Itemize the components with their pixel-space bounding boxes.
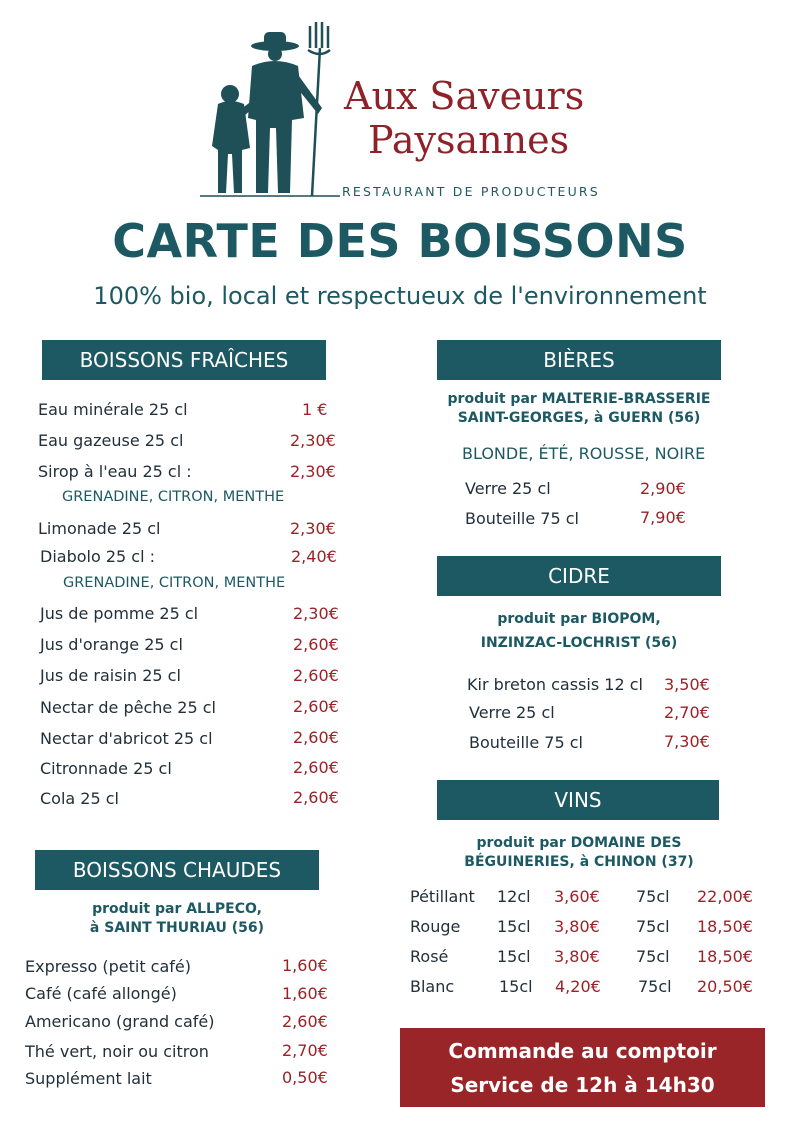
menu-item-price: 7,90€ — [640, 508, 686, 527]
menu-item-name: Jus de pomme 25 cl — [40, 604, 199, 623]
section-heading-fraiches: BOISSONS FRAÎCHES — [42, 340, 326, 380]
menu-item-price: 1,60€ — [282, 956, 328, 975]
menu-item-name: Kir breton cassis 12 cl — [467, 675, 643, 694]
wine-size-bottle: 75cl — [636, 947, 670, 966]
menu-item-name: Verre 25 cl — [469, 703, 555, 722]
wine-size-glass: 15cl — [499, 977, 533, 996]
wine-price-glass: 3,60€ — [554, 887, 600, 906]
section-heading-chaudes: BOISSONS CHAUDES — [35, 850, 319, 890]
producer-line: SAINT-GEORGES, à GUERN (56) — [457, 410, 701, 426]
menu-item-name: Nectar d'abricot 25 cl — [40, 729, 213, 748]
wine-price-glass: 3,80€ — [554, 947, 600, 966]
wine-price-glass: 3,80€ — [554, 917, 600, 936]
menu-item-price: 7,30€ — [664, 732, 710, 751]
menu-item-name: Expresso (petit café) — [25, 957, 191, 976]
producer-line: produit par ALLPECO, — [92, 901, 262, 917]
flavor-note: GRENADINE, CITRON, MENTHE — [62, 489, 285, 505]
menu-item-name: Americano (grand café) — [25, 1012, 215, 1031]
producer-note — [420, 834, 738, 872]
brand-line2: Paysannes — [368, 118, 570, 162]
menu-item-price: 1 € — [302, 400, 328, 419]
producer-line: INZINZAC-LOCHRIST (56) — [480, 635, 678, 651]
section-heading-cidre: CIDRE — [437, 556, 721, 596]
wine-size-glass: 12cl — [497, 887, 531, 906]
tagline: RESTAURANT DE PRODUCTEURS — [342, 184, 600, 199]
producer-line: produit par BIOPOM, — [497, 611, 661, 627]
wine-price-bottle: 18,50€ — [697, 917, 753, 936]
menu-item-price: 2,70€ — [282, 1041, 328, 1060]
wine-name: Rosé — [410, 947, 449, 966]
menu-item-price: 2,30€ — [290, 519, 336, 538]
wine-price-bottle: 22,00€ — [697, 887, 753, 906]
menu-item-name: Jus de raisin 25 cl — [40, 666, 181, 685]
menu-item-name: Limonade 25 cl — [38, 519, 161, 538]
menu-item-name: Eau gazeuse 25 cl — [38, 431, 184, 450]
page-title: CARTE DES BOISSONS — [112, 214, 688, 268]
menu-item-price: 2,60€ — [293, 788, 339, 807]
menu-item-name: Bouteille 75 cl — [469, 733, 583, 752]
menu-item-price: 2,60€ — [293, 728, 339, 747]
menu-item-price: 2,30€ — [290, 462, 336, 481]
producer-line: produit par MALTERIE-BRASSERIE — [447, 391, 711, 407]
menu-item-name: Verre 25 cl — [465, 479, 551, 498]
menu-item-price: 2,90€ — [640, 479, 686, 498]
menu-item-name: Citronnade 25 cl — [40, 759, 172, 778]
menu-item-price: 0,50€ — [282, 1068, 328, 1087]
producer-line: produit par DOMAINE DES — [476, 835, 682, 851]
wine-price-bottle: 20,50€ — [697, 977, 753, 996]
menu-item-price: 2,60€ — [293, 697, 339, 716]
wine-price-bottle: 18,50€ — [697, 947, 753, 966]
order-info-banner — [400, 1028, 765, 1107]
menu-item-price: 2,60€ — [293, 666, 339, 685]
menu-item-name: Thé vert, noir ou citron — [25, 1042, 209, 1061]
page-subtitle: 100% bio, local et respectueux de l'environnement — [93, 282, 707, 310]
brand-line1: Aux Saveurs — [344, 74, 585, 118]
section-heading-bieres: BIÈRES — [437, 340, 721, 380]
menu-item-price: 2,40€ — [291, 547, 337, 566]
producer-line: BÉGUINERIES, à CHINON (37) — [464, 854, 694, 870]
wine-price-glass: 4,20€ — [555, 977, 601, 996]
section-heading-vins: VINS — [437, 780, 719, 820]
menu-item-price: 1,60€ — [282, 984, 328, 1003]
menu-item-name: Bouteille 75 cl — [465, 509, 579, 528]
menu-item-name: Sirop à l'eau 25 cl : — [38, 462, 192, 481]
wine-size-glass: 15cl — [497, 947, 531, 966]
producer-line: à SAINT THURIAU (56) — [89, 920, 265, 936]
wine-size-bottle: 75cl — [636, 887, 670, 906]
flavor-note: GRENADINE, CITRON, MENTHE — [63, 575, 286, 591]
wine-size-bottle: 75cl — [636, 917, 670, 936]
menu-item-price: 2,60€ — [293, 758, 339, 777]
menu-item-price: 2,70€ — [664, 703, 710, 722]
menu-item-price: 2,30€ — [293, 604, 339, 623]
menu-item-name: Jus d'orange 25 cl — [40, 635, 183, 654]
menu-item-name: Nectar de pêche 25 cl — [40, 698, 216, 717]
producer-note — [420, 390, 738, 428]
wine-name: Pétillant — [410, 887, 475, 906]
wine-name: Blanc — [410, 977, 455, 996]
menu-item-name: Diabolo 25 cl : — [40, 547, 155, 566]
producer-note — [437, 610, 721, 653]
menu-item-price: 2,30€ — [290, 431, 336, 450]
menu-item-price: 3,50€ — [664, 675, 710, 694]
menu-item-price: 2,60€ — [282, 1012, 328, 1031]
wine-size-glass: 15cl — [497, 917, 531, 936]
menu-item-name: Eau minérale 25 cl — [38, 400, 188, 419]
producer-note — [35, 900, 319, 938]
service-hours-line: Service de 12h à 14h30 — [450, 1073, 715, 1097]
menu-item-name: Supplément lait — [25, 1069, 152, 1088]
menu-item-name: Cola 25 cl — [40, 789, 119, 808]
menu-item-price: 2,60€ — [293, 635, 339, 654]
menu-item-name: Café (café allongé) — [25, 984, 177, 1003]
farmer-with-pitchfork-icon — [200, 18, 340, 198]
wine-name: Rouge — [410, 917, 461, 936]
beer-varieties: BLONDE, ÉTÉ, ROUSSE, NOIRE — [462, 444, 706, 463]
wine-size-bottle: 75cl — [638, 977, 672, 996]
brand-name — [344, 74, 584, 162]
order-line: Commande au comptoir — [448, 1039, 717, 1063]
